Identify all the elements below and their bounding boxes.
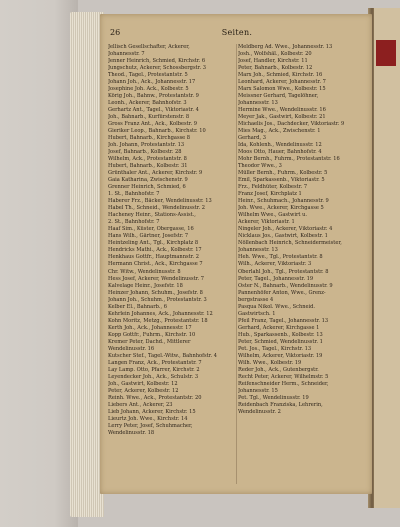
directory-entry: Joh., Gastwirt, Kolbestr. 12 — [108, 380, 178, 387]
directory-entry: Hubert, Bahnarb., Kirchgasse 8 — [108, 135, 191, 142]
directory-entry: Leyendecker Joh., Ack., Schulstr. 3 — [108, 373, 199, 380]
directory-entry: Hess Josef, Ackerer, Wendelinusstr. 7 — [108, 275, 205, 282]
directory-entry: Marx Salomon Wwe., Kolbestr. 15 — [238, 86, 326, 93]
directory-entry: Wendelinusstr. 2 — [238, 408, 281, 415]
directory-entry: Gerhartz Ant., Tagel., Viktoriastr. 4 — [108, 107, 199, 114]
directory-entry: Grenner Heinrich, Schmied, 6 — [108, 184, 186, 191]
directory-entry: Wilh., Ackerer, Viktoriastr. 3 — [238, 261, 312, 268]
directory-entry: Kerth Joh., Ack., Johannesstr. 17 — [108, 324, 192, 331]
directory-entry: Hub., Sparkassenb., Kolbestr. 13 — [238, 331, 323, 338]
directory-entry: Ackerer, Viktoriastr. 1 — [238, 219, 295, 226]
directory-entry: 1. St., Bahnhofstr. 7 — [108, 191, 160, 198]
directory-entry: Josephine Joh. Ack., Kolbestr. 5 — [108, 86, 189, 93]
directory-entry: Henkhaus Gottfr., Hauptmannstr. 2 — [108, 254, 200, 261]
directory-entry: Kohn Moritz, Metzg., Protestantstr. 18 — [108, 317, 208, 324]
directory-entry: Kremer Peter, Dachd., Mittlerer — [108, 338, 191, 345]
directory-entry: Hermine Wwe., Wendelinusstr. 16 — [238, 107, 326, 114]
directory-entry: Josh., Wolfshäl., Kolbestr. 20 — [238, 51, 312, 58]
directory-entry: Jenner Heinrich, Schmied, Kirchstr. 6 — [108, 58, 206, 65]
directory-entry: Joh., Bahnarb., Kurfürstenstr. 8 — [108, 114, 190, 121]
directory-entry: Körig Joh., Bahnw., Protestantstr. 9 — [108, 93, 199, 100]
directory-entry: Lieb Johann, Ackerer, Kirchstr. 15 — [108, 408, 196, 415]
book-background — [0, 0, 78, 527]
directory-entry: Kelber El., Bahnarb., 6 — [108, 303, 168, 310]
directory-entry: Kehrlein Johannes, Ack., Johannesstr. 12 — [108, 310, 213, 317]
directory-entry: Heintzeling Ant., Tgl., Kirchplatz 8 — [108, 240, 199, 247]
directory-entry: Heinzer Johann, Schuhm., Josefstr. 8 — [108, 289, 203, 296]
directory-entry: Peter, Ackerer, Kolbestr. 12 — [108, 387, 179, 394]
directory-entry: Kutscher Stef., Tagel.-Witw., Bahnhofstr. 4 — [108, 352, 217, 359]
directory-entry: Joh. Johann, Protestantstr. 13 — [108, 142, 185, 149]
directory-entry: Grünthaler Ant., Ackerer, Kirchstr. 9 — [108, 170, 203, 177]
directory-entry: Theod., Tagel., Protestantstr. 5 — [108, 72, 188, 79]
directory-entry: Wilhelm, Ack., Protestantstr. 8 — [108, 156, 187, 163]
directory-entry: Pannenhöfer Anton, Wwe., Grenz- — [238, 289, 326, 296]
directory-entry: Hans Wilh., Gärtner, Josefstr. 7 — [108, 233, 189, 240]
page-stack-edge — [70, 12, 104, 517]
directory-entry: Gieriker Leop., Bahnarb., Kirchstr. 10 — [108, 128, 206, 135]
directory-entry: Meyer Jak., Gastwirt, Kolbestr. 21 — [238, 114, 326, 121]
directory-entry: Lieurtz Joh. Wwe., Kirchstr. 14 — [108, 415, 188, 422]
directory-entry: bergstrasse 4 — [238, 296, 274, 303]
directory-entry: Kopp Gottfr., Fuhrm., Kirchstr. 10 — [108, 331, 196, 338]
directory-entry: Johannesstr. 13 — [238, 100, 278, 107]
directory-entry: Peter, Bahnarb., Kolbestr. 12 — [238, 65, 313, 72]
directory-entry: Peter, Schmied, Wendelinusstr. 1 — [238, 338, 323, 345]
directory-entry: Wilhelm, Ackerer, Viktoriastr. 19 — [238, 352, 323, 359]
directory-entry: Gerhard, Ackerer, Kirchgasse 1 — [238, 324, 320, 331]
directory-entry: Reifenschneider Herm., Schneider, — [238, 380, 329, 387]
directory-entry: Meldberg Ad. Wwe., Johannesstr. 13 — [238, 44, 333, 50]
directory-entry: Theodor Wwe., 3 — [238, 163, 282, 170]
column-divider — [236, 44, 237, 484]
directory-entry: Wendelinusstr. 18 — [108, 429, 155, 436]
directory-entry: Haaf Sim., Küster, Obergasse, 16 — [108, 226, 194, 233]
directory-entry: Pet. Tgl., Wendelinusstr. 19 — [238, 394, 309, 401]
directory-entry: Reidenbach Franziska, Lehrerin, — [238, 401, 323, 408]
directory-entry: Langen Franz, Ack., Protestantstr. 7 — [108, 359, 202, 366]
opposite-page — [374, 8, 400, 508]
directory-entry: Mies Mag., Ack., Zwischenstr. 1 — [238, 128, 321, 135]
directory-entry: Wendelinusstr. 16 — [108, 345, 155, 352]
directory-entry: Nöllenbach Heinrich, Schneidermeister, — [238, 240, 342, 247]
directory-entry: Mohr Bernh., Fuhrm., Protestantstr. 16 — [238, 156, 340, 163]
directory-entry: Habel Th., Schneid., Wendelinusstr. 2 — [108, 205, 206, 212]
directory-entry: Josef, Bahnarb., Kolbestr. 28 — [108, 149, 182, 156]
directory-entry: Johann Joh., Schuhm., Protestantstr. 3 — [108, 296, 207, 303]
directory-entry: Pasqua Nikol. Wwe., Schneid. — [238, 303, 316, 310]
directory-entry: Meissner Gerhard, Tagelöhner, — [238, 93, 319, 100]
left-column — [108, 44, 232, 437]
directory-entry: Johannesstr. 15 — [238, 387, 278, 394]
directory-entry: Hendricks Mathi., Ack., Kolbestr. 17 — [108, 247, 202, 254]
right-column — [238, 44, 362, 416]
directory-entry: Jungschutz, Ackerer, Schossbergstr. 3 — [108, 65, 206, 72]
directory-entry: Frz., Feldhüter, Kolbestr. 7 — [238, 184, 308, 191]
directory-entry: Pet. Jos., Tagel., Kirchstr. 13 — [238, 345, 312, 352]
directory-entry: Kalvelage Heinr., Josefstr. 18 — [108, 282, 183, 289]
directory-entry: Michaelis Jos., Dachdecker, Viktoriastr. 9 — [238, 121, 345, 128]
directory-entry: Ida, Kohlenh., Wendelinusstr. 12 — [238, 142, 322, 149]
directory-entry: Reinh. Wwe., Ack., Protestantstr. 20 — [108, 394, 202, 401]
directory-entry: Recht Peter, Ackerer, Wilhelmstr. 5 — [238, 373, 329, 380]
opposite-page-marker — [376, 40, 396, 66]
directory-entry: Johannesstr. 13 — [238, 247, 278, 254]
directory-entry: Ningeler Joh., Ackerer, Viktoriastr. 4 — [238, 226, 333, 233]
directory-entry: Hubert, Bahnarb., Kolbestr. 31 — [108, 163, 188, 170]
running-head: Seiten. — [221, 28, 253, 37]
directory-entry: Moos Otto, Hauer, Bahnhofstr. 4 — [238, 149, 322, 156]
directory-entry: Leonh., Ackerer, Bahnhofstr. 3 — [108, 100, 187, 107]
directory-entry: Haberer Frz., Bäcker, Wendelinusstr. 13 — [108, 198, 212, 205]
directory-entry: Hacheney Heinr., Stations-Assist., — [108, 212, 196, 219]
directory-entry: Heh. Wwe., Tgl., Protestantstr. 8 — [238, 254, 323, 261]
page-number: 26 — [110, 28, 121, 37]
directory-entry: Emil, Sparkassenb., Viktoriastr. 5 — [238, 177, 325, 184]
directory-entry: Peter, Tagel., Johannesstr. 19 — [238, 275, 314, 282]
directory-entry: Gerhard, 3 — [238, 135, 267, 142]
directory-entry: Oberlahl Joh., Tgl., Protestantstr. 8 — [238, 268, 329, 275]
directory-entry: Gross Franz Ant., Ack., Kolbestr. 9 — [108, 121, 198, 128]
directory-entry: Lerry Peter, Josef, Schuhmacher, — [108, 422, 193, 429]
directory-entry: Leonhard, Ackerer, Johannesstr. 7 — [238, 79, 326, 86]
directory-entry: Josef, Handler, Kirchstr. 11 — [238, 58, 308, 65]
directory-entry: Johann Joh., Ack., Johannesstr. 17 — [108, 79, 196, 86]
directory-entry: Pfeil Franz, Tagel., Johannesstr. 13 — [238, 317, 329, 324]
directory-entry: Wilh. Wwe., Kolbestr. 19 — [238, 359, 302, 366]
directory-entry: Gaia Katharina, Zwischenstr. 9 — [108, 177, 188, 184]
directory-entry: Lay Lamp. Otto, Pfarrer, Kirchstr. 2 — [108, 366, 200, 373]
directory-entry: Jellisch Gesellschafter, Ackerer, — [108, 44, 190, 50]
directory-entry: Gastwirtsch. 1 — [238, 310, 276, 317]
directory-entry: Chr. Witw., Wendelinusstr. 8 — [108, 268, 181, 275]
directory-entry: Liebers Ant., Ackerer, 23 — [108, 401, 173, 408]
directory-entry: Joh. Wwe., Ackerer, Kirchgasse 5 — [238, 205, 324, 212]
directory-entry: Wilhelm Wwe., Gastwirt u. — [238, 212, 308, 219]
directory-entry: Heinr., Schuhmach., Johannesstr. 9 — [238, 198, 329, 205]
page-header — [108, 28, 366, 42]
directory-entry: 2. St., Bahnhofstr. 7 — [108, 219, 160, 226]
directory-entry: Franz Josef, Kirchplatz 1 — [238, 191, 302, 198]
directory-entry: Marx Joh., Schmied, Kirchstr. 16 — [238, 72, 323, 79]
directory-entry: Oster N., Bahnarb., Wendelinusstr. 9 — [238, 282, 333, 289]
directory-entry: Johannesstr. 7 — [108, 51, 145, 58]
directory-entry: Reder Joh., Ack., Gutenbergstr. — [238, 366, 319, 373]
directory-entry: Nicklaus Jos., Gastwirt, Kolbestr. 1 — [238, 233, 328, 240]
directory-entry: Müller Bernh., Fuhrm., Kolbestr. 5 — [238, 170, 328, 177]
directory-entry: Hermann Christ., Ack., Kirchgasse 7 — [108, 261, 203, 268]
